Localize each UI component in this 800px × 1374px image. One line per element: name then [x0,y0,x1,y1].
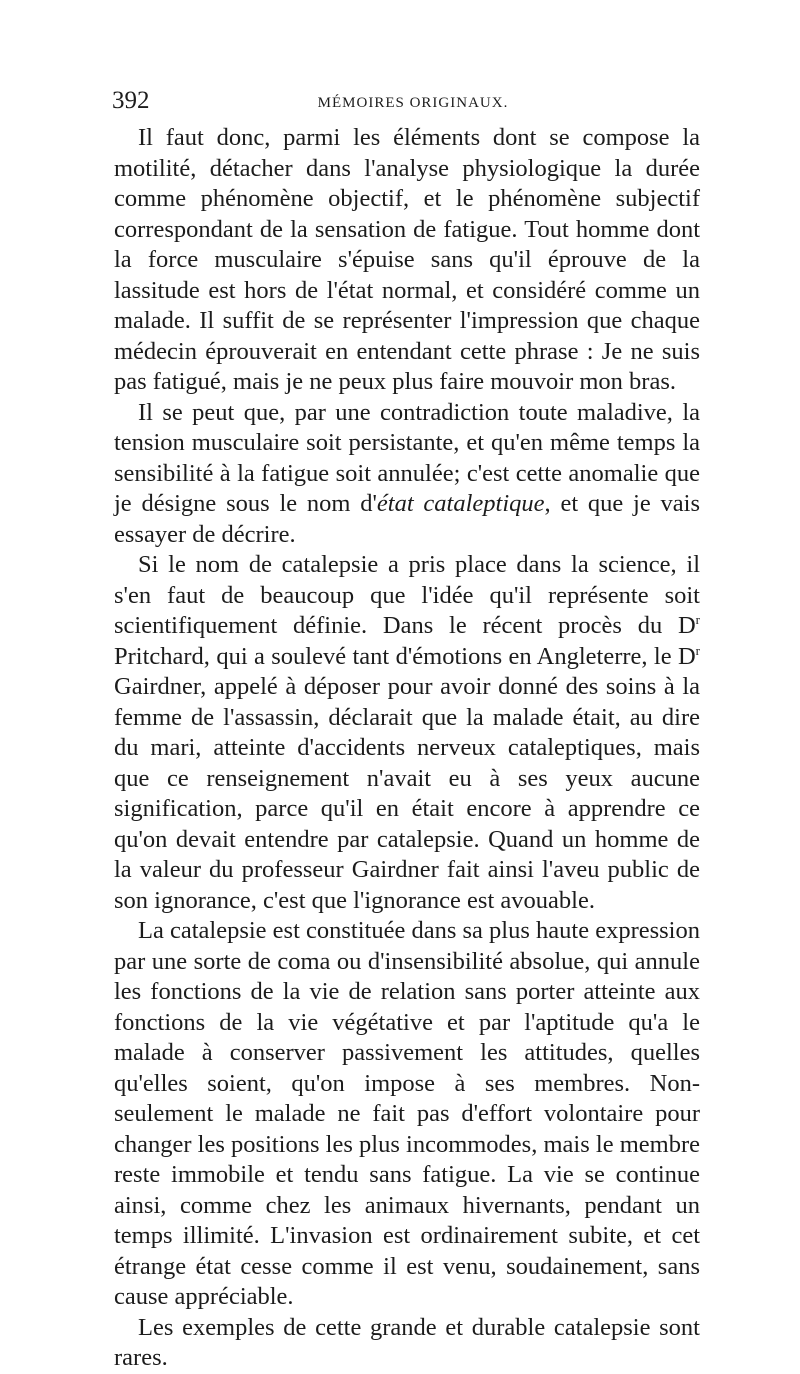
paragraph-3-part2: Pritchard, qui a soulevé tant d'émotions en Angleterre, le D [114,642,696,670]
paragraph-1: Il faut donc, parmi les éléments dont se compose la motilité, détacher dans l'analyse physiologique la durée comme phénomène objectif, et le phénomène subjectif correspondant de la sensation de fatigue. Tout homme dont la force musculaire s'épuise sans qu'il éprouve de la lassitude est hors de l'état normal, et considéré comme un malade. Il suffit de se représenter l'impression que chaque médecin éprouverait en entendant cette phrase : Je ne suis pas fatigué, mais je ne peux plus faire mouvoir mon bras. [114,124,700,395]
paragraph-3 [114,550,700,916]
paragraph-2-before: Il se peut que, par une contradiction toute maladive, la tension musculaire soit persistante, et qu'en même temps la sensibilité à la fatigue soit annulée; c'est cette anomalie que je désigne sous le nom d' [114,398,700,517]
paragraph-2-after: , et que je vais essayer de décrire. [114,490,700,548]
paragraph-4: La catalepsie est constituée dans sa plus haute expression par une sorte de coma ou d'insensibilité absolue, qui annule les fonctions de la vie de relation sans porter atteinte aux fonctions de la vie végétative et par l'aptitude qu'a le malade à conserver passivement les attitudes, quelles qu'elles soient, qu'on impose à ses membres. Non-seulement le malade ne fait pas d'effort volontaire pour changer les positions les plus incommodes, mais le membre reste immobile et tendu sans fatigue. La vie se continue ainsi, comme chez les animaux hivernants, pendant un temps illimité. L'invasion est ordinairement subite, et cet étrange état cesse comme il est venu, soudainement, sans cause appréciable. [114,917,700,1310]
superscript-dr-2: r [695,642,700,658]
body-text [114,123,700,1374]
paragraph-2 [114,398,700,551]
italic-term: état cataleptique [376,490,545,517]
page-number: 392 [112,87,150,114]
paragraph-3-part1: Si le nom de catalepsie a pris place dans la science, il s'en faut de beaucoup que l'idée qu'il représente soit scientifiquement définie. Dans le récent procès du D [114,551,700,639]
page-header [112,86,702,122]
running-head: MÉMOIRES ORIGINAUX. [317,95,509,111]
superscript-dr-1: r [695,611,700,627]
paragraph-5: Les exemples de cette grande et durable catalepsie sont rares. [114,1313,700,1371]
paragraph-3-part3: Gairdner, appelé à déposer pour avoir donné des soins à la femme de l'assassin, déclarait que la malade était, au dire du mari, atteinte d'accidents nerveux cataleptiques, mais que ce renseignement n'avait eu à ses yeux aucune signification, parce qu'il en était encore à apprendre ce qu'on devait entendre par catalepsie. Quand un homme de la valeur du professeur Gairdner fait ainsi l'aveu public de son ignorance, c'est que l'ignorance est avouable. [114,673,700,914]
